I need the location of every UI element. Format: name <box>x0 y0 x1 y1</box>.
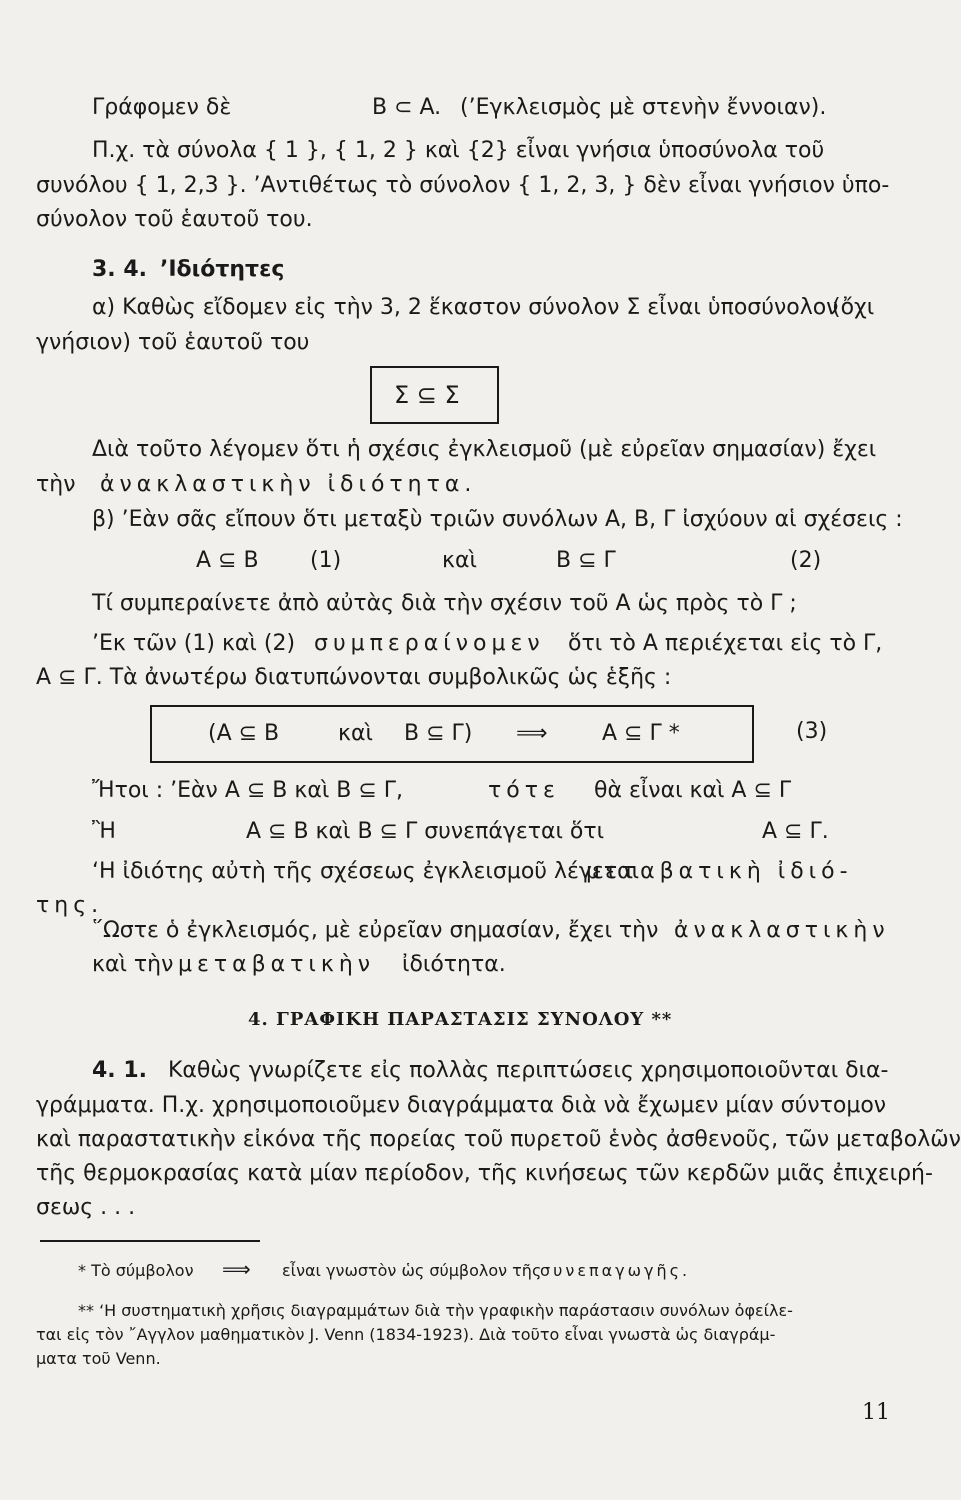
text: A ⊆ B καὶ B ⊆ Γ συνεπάγεται ὅτι <box>246 819 605 844</box>
formula: A ⊆ B <box>196 548 259 573</box>
line-7: γνήσιον) τοῦ ἑαυτοῦ του <box>36 330 310 355</box>
text: ὅτι τὸ A περιέχεται εἰς τὸ Γ, <box>568 631 883 656</box>
text: καὶ <box>442 548 477 573</box>
text: α) Καθὼς εἴδομεν εἰς τὴν 3, 2 ἕκαστον σύνολον Σ εἶναι ὑποσύνολον <box>92 295 839 320</box>
line-18: της. <box>36 893 104 918</box>
formula-box-transitive <box>150 705 754 763</box>
spaced-term: συνεπαγωγῆς. <box>540 1261 691 1280</box>
line-23: καὶ παραστατικὴν εἰκόνα τῆς πορείας τοῦ πυρετοῦ ἑνὸς ἀσθενοῦς, τῶν μεταβολῶν <box>36 1127 961 1152</box>
text: Ἤτοι : ’Εὰν A ⊆ B καὶ B ⊆ Γ, <box>92 778 404 803</box>
formula-box-reflexive <box>370 366 499 424</box>
subsection-title: ’Ιδιότητες <box>160 257 285 282</box>
text: Γράφομεν δὲ <box>92 95 232 120</box>
text: Καθὼς γνωρίζετε εἰς πολλὰς περιπτώσεις χρησιμοποιοῦνται δια- <box>168 1058 889 1083</box>
subsection-number: 4. 1. <box>92 1058 147 1083</box>
implies-arrow: ⟹ <box>516 721 548 746</box>
text: ἰδιότητα. <box>402 952 506 977</box>
footnote-2-line-2: ται εἰς τὸν ῎Αγγλον μαθηματικὸν J. Venn (1834-1923). Διὰ τοῦτο εἶναι γνωστὰ ὡς διαγράμ- <box>36 1325 776 1344</box>
line-8: Διὰ τοῦτο λέγομεν ὅτι ἡ σχέσις ἐγκλεισμοῦ (μὲ εὐρεῖαν σημασίαν) ἔχει <box>92 437 877 462</box>
text: τὴν <box>36 472 76 497</box>
line-25: σεως . . . <box>36 1195 136 1220</box>
eq-number: (1) <box>310 548 342 573</box>
formula: A ⊆ Γ * <box>602 721 680 746</box>
line-2: Π.χ. τὰ σύνολα { 1 }, { 1, 2 } καὶ {2} εἶναι γνήσια ὑποσύνολα τοῦ <box>92 138 825 163</box>
line-22: γράμματα. Π.χ. χρησιμοποιοῦμεν διαγράμματα διὰ νὰ ἔχωμεν μίαν σύντομον <box>36 1093 887 1118</box>
footnote-2-line-3: ματα τοῦ Venn. <box>36 1349 161 1368</box>
section-heading: 4. ΓΡΑΦΙΚΗ ΠΑΡΑΣΤΑΣΙΣ ΣΥΝΟΛΟΥ ** <box>248 1009 673 1030</box>
spaced-term: συμπεραίνομεν <box>314 631 545 656</box>
text: καὶ <box>338 721 373 746</box>
formula: B ⊂ A. <box>372 95 442 120</box>
line-14: A ⊆ Γ. Τὰ ἀνωτέρω διατυπώνονται συμβολικῶς ὡς ἑξῆς : <box>36 665 672 690</box>
line-12: Τί συμπεραίνετε ἀπὸ αὐτὰς διὰ τὴν σχέσιν τοῦ A ὡς πρὸς τὸ Γ ; <box>92 591 797 616</box>
text: καὶ τὴν <box>92 952 174 977</box>
text: εἶναι γνωστὸν ὡς σύμβολον τῆς <box>282 1261 542 1280</box>
text: θὰ εἶναι καὶ A ⊆ Γ <box>594 778 792 803</box>
formula: B ⊆ Γ <box>556 548 616 573</box>
line-3: συνόλου { 1, 2,3 }. ’Αντιθέτως τὸ σύνολον { 1, 2, 3, } δὲν εἶναι γνήσιον ὑπο- <box>36 173 890 198</box>
spaced-term: μεταβατικὴ ἰδιό- <box>586 859 853 884</box>
line-4: σύνολον τοῦ ἑαυτοῦ του. <box>36 207 313 232</box>
line-10: β) ’Εὰν σᾶς εἴπουν ὅτι μεταξὺ τριῶν συνόλων A, B, Γ ἰσχύουν αἱ σχέσεις : <box>92 507 903 532</box>
page-number: 11 <box>862 1400 890 1425</box>
eq-number-3: (3) <box>796 719 828 744</box>
text: (ὄχι <box>832 295 875 320</box>
formula: (A ⊆ B <box>208 721 280 746</box>
spaced-term: ἀνακλαστικὴν ἰδιότητα. <box>100 472 477 497</box>
formula: B ⊆ Γ) <box>404 721 473 746</box>
text: ’Εκ τῶν (1) καὶ (2) <box>92 631 296 656</box>
implies-arrow: ⟹ <box>222 1257 251 1281</box>
text: ῞Ωστε ὁ ἐγκλεισμός, μὲ εὐρεῖαν σημασίαν, ἔχει τὴν <box>92 918 659 943</box>
spaced-term: τότε <box>488 778 560 803</box>
text: ‘Η ἰδιότης αὐτὴ τῆς σχέσεως ἐγκλεισμοῦ λέγεται <box>92 859 640 884</box>
formula: A ⊆ Γ. <box>762 819 829 844</box>
spaced-term: ἀνακλαστικὴν <box>674 918 890 943</box>
spaced-term: μεταβατικὴν <box>178 952 376 977</box>
formula: Σ ⊆ Σ <box>394 381 460 409</box>
text: * Τὸ σύμβολον <box>78 1261 194 1280</box>
text: Ἢ <box>92 819 116 844</box>
subsection-number: 3. 4. <box>92 257 147 282</box>
text: (’Εγκλεισμὸς μὲ στενὴν ἔννοιαν). <box>460 95 827 120</box>
line-24: τῆς θερμοκρασίας κατὰ μίαν περίοδον, τῆς κινήσεως τῶν κερδῶν μιᾶς ἐπιχειρή- <box>36 1161 933 1186</box>
eq-number: (2) <box>790 548 822 573</box>
footnote-rule <box>40 1240 260 1242</box>
footnote-2-line-1: ** ‘Η συστηματικὴ χρῆσις διαγραμμάτων διὰ τὴν γραφικὴν παράστασιν συνόλων ὀφείλε- <box>78 1301 793 1320</box>
